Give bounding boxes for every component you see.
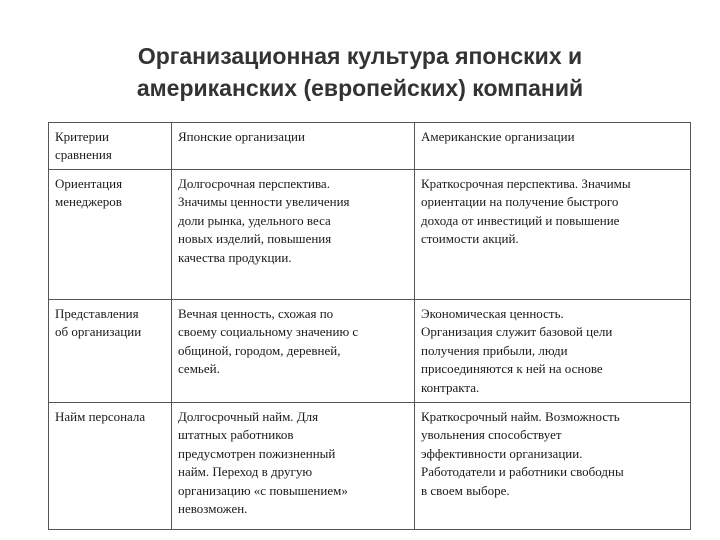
row-criterion: Ориентация менеджеров (49, 170, 172, 300)
header-american: Американские организации (415, 123, 691, 170)
slide-title-line-2: американских (европейских) компаний (136, 75, 584, 101)
table-row (49, 403, 691, 530)
row-american-cell: Краткосрочная перспектива. Значимы ориентации на получение быстрого дохода от инвестиций и повышение стоимости акций. (415, 170, 691, 300)
table-header-row (49, 123, 691, 170)
comparison-table (48, 122, 691, 530)
table-row (49, 170, 691, 300)
row-japanese-cell: Долгосрочный найм. Для штатных работников предусмотрен пожизненный найм. Переход в другую организацию «с повышением» невозможен. (172, 403, 415, 530)
slide-title-line-1: Организационная культура японских и (137, 43, 583, 69)
header-criteria: Критерии сравнения (49, 123, 172, 170)
row-japanese-cell: Долгосрочная перспектива. Значимы ценности увеличения доли рынка, удельного веса новых изделий, повышения качества продукции. (172, 170, 415, 300)
row-japanese-cell: Вечная ценность, схожая по своему социальному значению с общиной, городом, деревней, семьей. (172, 300, 415, 403)
row-american-cell: Экономическая ценность. Организация служит базовой цели получения прибыли, люди присоединяются к ней на основе контракта. (415, 300, 691, 403)
row-criterion: Найм персонала (49, 403, 172, 530)
header-japanese: Японские организации (172, 123, 415, 170)
table-row (49, 300, 691, 403)
row-criterion: Представления об организации (49, 300, 172, 403)
slide-title (60, 40, 660, 104)
row-american-cell: Краткосрочный найм. Возможность увольнения способствует эффективности организации. Работодатели и работники свободны в своем выборе. (415, 403, 691, 530)
